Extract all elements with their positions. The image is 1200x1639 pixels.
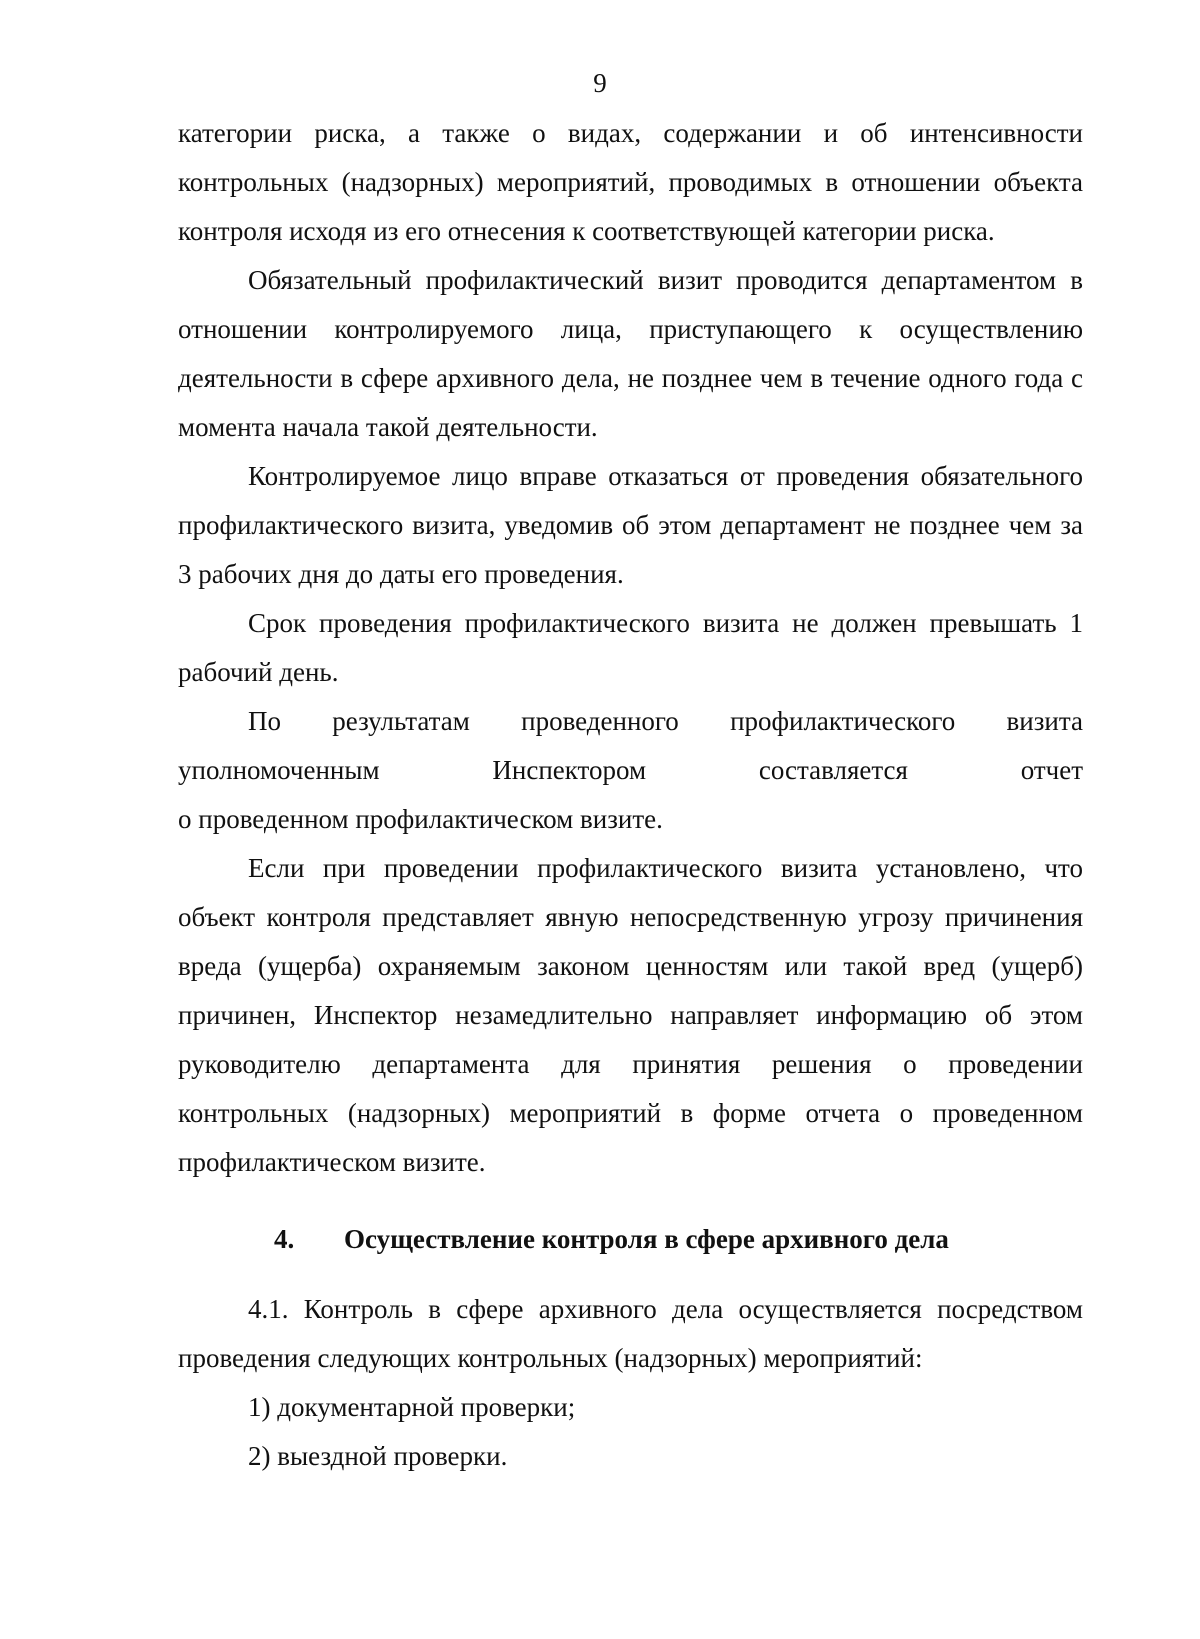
document-body: [178, 109, 1083, 1481]
paragraph-visit-report-line: уполномоченным Инспектором составляется отчет: [178, 755, 1083, 785]
section-heading: [178, 1219, 1083, 1259]
list-item: 1) документарной проверки;: [248, 1392, 576, 1422]
paragraph-section-4-1: 4.1. Контроль в сфере архивного дела осуществляется посредством проведения следующих контрольных (надзорных) мероприятий:: [178, 1294, 1083, 1373]
paragraph-continuation: категории риска, а также о видах, содержании и об интенсивности контрольных (надзорных) мероприятий, проводимых в отношении объекта контроля исходя из его отнесения к соответствующей категории риска.: [178, 118, 1083, 246]
paragraph-refusal: Контролируемое лицо вправе отказаться от проведения обязательного профилактического визита, уведомив об этом департамент не позднее чем за 3 рабочих дня до даты его проведения.: [178, 461, 1083, 589]
page-number: 9: [593, 68, 607, 98]
paragraph-threat: Если при проведении профилактического визита установлено, что объект контроля представляет явную непосредственную угрозу причинения вреда (ущерба) охраняемым законом ценностям или такой вред (ущерб) причинен, Инспектор незамедлительно направляет информацию об этом руководителю департамента для принятия решения о проведении контрольных (надзорных) мероприятий в форме отчета о проведенном профилактическом визите.: [178, 853, 1083, 1177]
paragraph-visit-report: [178, 697, 1083, 844]
list-item: 2) выездной проверки.: [248, 1441, 508, 1471]
paragraph-visit-duration: Срок проведения профилактического визита не должен превышать 1 рабочий день.: [178, 608, 1083, 687]
section-number: 4.: [274, 1224, 295, 1254]
section-title: Осуществление контроля в сфере архивного дела: [344, 1224, 949, 1254]
paragraph-visit-report-line: о проведенном профилактическом визите.: [178, 804, 663, 834]
paragraph-mandatory-visit: Обязательный профилактический визит проводится департаментом в отношении контролируемого лица, приступающего к осуществлению деятельности в сфере архивного дела, не позднее чем в течение одного года с момента начала такой деятельности.: [178, 265, 1083, 442]
paragraph-visit-report-line: По результатам проведенного профилактического визита: [248, 706, 1083, 736]
